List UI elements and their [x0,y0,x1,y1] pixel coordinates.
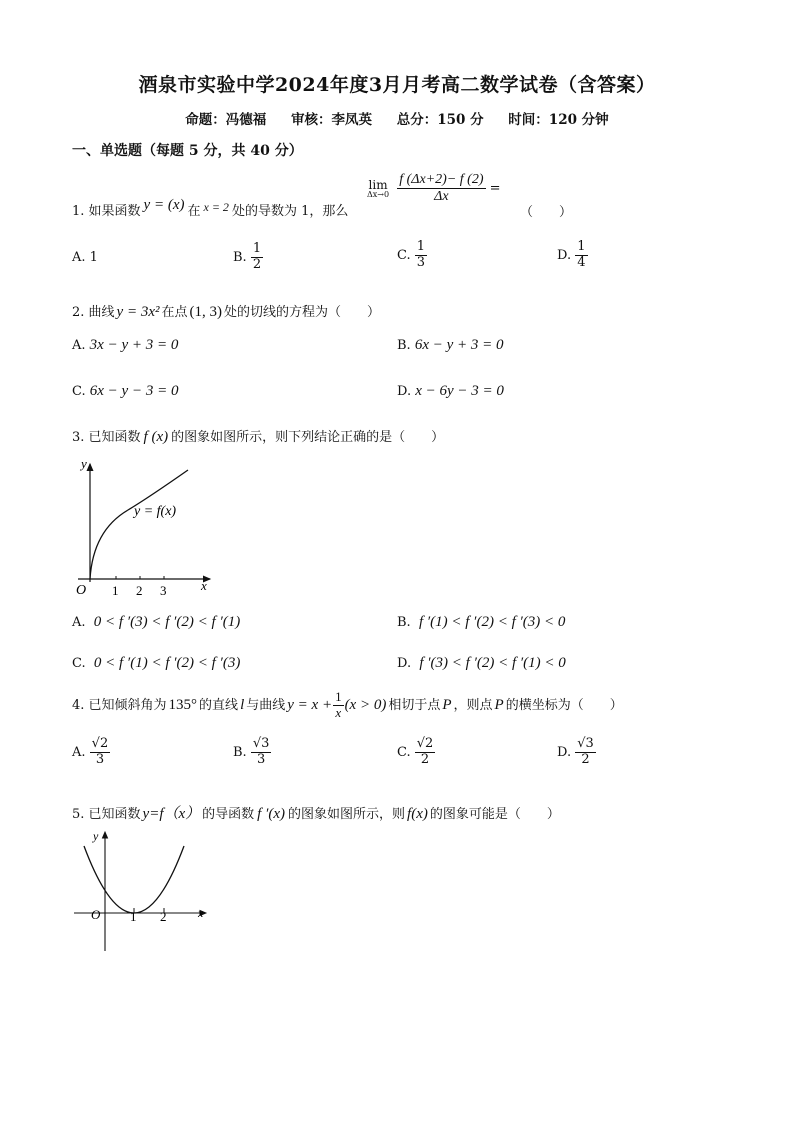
question-2-stem: 2. 曲线 y = 3x² 在点 (1, 3) 处的切线的方程为（ ） [72,304,381,320]
page-title: 酒泉市实验中学2024年度3月月考高二数学试卷（含答案） [138,74,656,96]
y-label: y [81,456,87,471]
tick-label: 2 [136,583,143,598]
tick-label: 1 [112,583,119,598]
question-1-stem: 1. 如果函数 y = (x) 在 x = 2 处的导数为 1，那么 [72,197,349,219]
q2-option-a: A. 3x − y + 3 = 0 [72,337,179,353]
q1-option-d: D. $\frac{1}{4}$ [557,239,586,270]
y-label: y [93,829,99,843]
exam-time: 时间：120 分钟 [508,112,609,128]
question-3-stem: 3. 已知函数 f (x) 的图象如图所示，则下列结论正确的是（ ） [72,429,445,445]
q4-option-d: D. $\frac{√3}{2}$ [557,736,594,767]
question-5-stem: 5. 已知函数 y=f（x） 的导函数 f ′(x) 的图象如图所示，则 f(x) 的图象可能是（ ） [72,806,560,822]
reviewer: 审核：李凤英 [291,112,372,128]
q1-option-b: B. $\frac{1}{2}$ [233,241,262,272]
section-heading: 一、单选题（每题 5 分，共 40 分） [72,143,303,159]
origin-label: O [76,583,87,598]
question-4-stem: 4. 已知倾斜角为 135° 的直线 l 与曲线 y = x + $\frac{1}{x}$ (x > 0) 相切于点 P ，则点 P 的横坐标为（ ） [72,689,623,720]
q2-option-d: D. x − 6y − 3 = 0 [397,383,504,399]
q2-option-c: C. 6x − y − 3 = 0 [72,383,179,399]
origin-label: O [91,907,101,922]
q3-option-b: B. f ′(1) < f ′(2) < f ′(3) < 0 [397,614,566,630]
answer-paren: （ ） [520,205,573,220]
q3-option-d: D. f ′(3) < f ′(2) < f ′(1) < 0 [397,655,566,671]
total-score: 总分：150 分 [396,112,484,128]
q1-option-c: C. $\frac{1}{3}$ [397,239,426,270]
q4-option-c: C. $\frac{√2}{2}$ [397,736,434,767]
proposer: 命题：冯德福 [185,112,267,128]
q4-option-b: B. $\frac{√3}{3}$ [233,736,270,767]
q3-option-c: C. 0 < f ′(1) < f ′(2) < f ′(3) [72,655,241,671]
curve-label: y = f(x) [134,504,177,519]
question-5-graph [70,826,215,956]
tick-label: 1 [130,909,137,924]
question-3-graph [68,452,218,600]
tick-label: 2 [160,909,167,924]
exam-meta [0,108,794,128]
tick-label: 3 [160,583,167,598]
q1-option-a: A. 1 [72,250,98,265]
q2-option-b: B. 6x − y + 3 = 0 [397,337,504,353]
curve-f-prime [84,846,184,913]
question-1-limit: lim Δx→0 $\frac{f (\Delta x+2)- f (2)}{\Delta x}$ = [367,172,501,205]
q4-option-a: A. $\frac{√2}{3}$ [72,736,109,767]
x-label: x [198,906,204,920]
x-label: x [201,578,207,593]
q3-option-a: A. 0 < f ′(3) < f ′(2) < f ′(1) [72,614,241,630]
curve-f [90,470,188,579]
